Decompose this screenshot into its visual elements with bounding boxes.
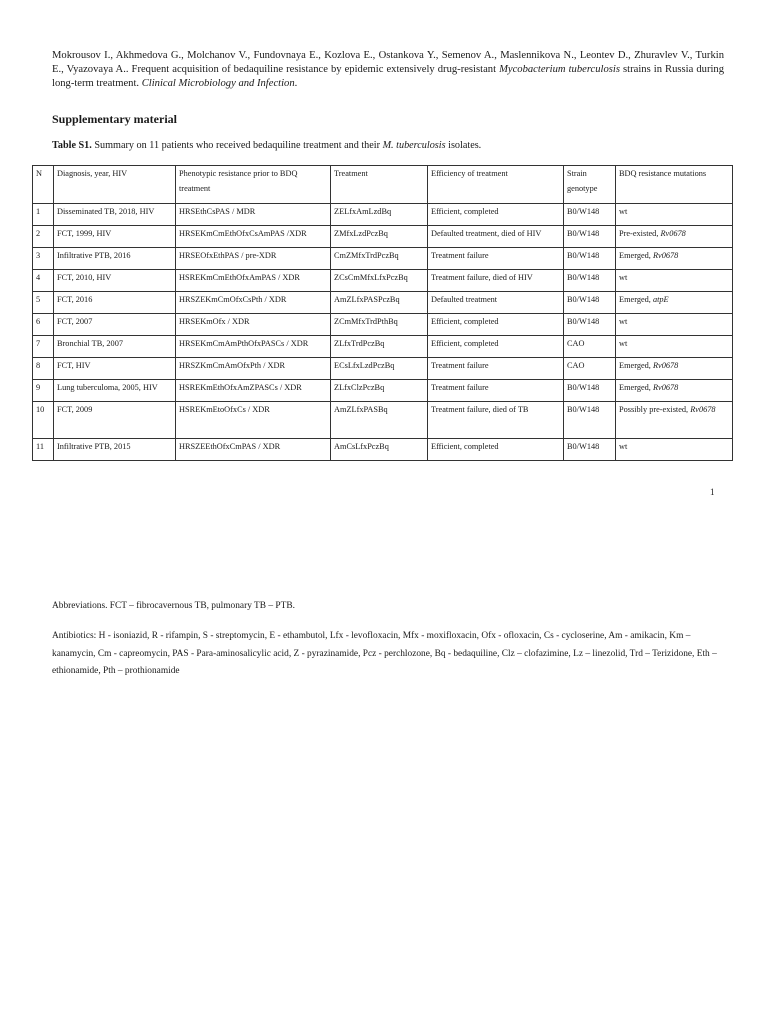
cell-efficiency: Treatment failure, died of TB — [428, 402, 564, 439]
cell-resistance: HRSEthCsPAS / MDR — [176, 204, 331, 226]
cell-efficiency: Efficient, completed — [428, 204, 564, 226]
cell-n: 3 — [33, 248, 54, 270]
table-row — [33, 248, 733, 270]
mutation-gene: Rv0678 — [652, 383, 679, 392]
mutation-text: Possibly pre-existed, — [619, 405, 691, 414]
cell-diagnosis: FCT, 2010, HIV — [54, 270, 176, 292]
cell-efficiency: Defaulted treatment, died of HIV — [428, 226, 564, 248]
cell-resistance: HRSEOfxEthPAS / pre-XDR — [176, 248, 331, 270]
cell-mutations — [616, 314, 733, 336]
header-resistance: Phenotypic resistance prior to BDQ treatment — [176, 166, 331, 204]
mutation-gene: atpE — [652, 295, 669, 304]
header-diagnosis: Diagnosis, year, HIV — [54, 166, 176, 204]
table-row — [33, 226, 733, 248]
table-row — [33, 204, 733, 226]
table-row — [33, 270, 733, 292]
cell-mutations — [616, 402, 733, 439]
cell-genotype: B0/W148 — [564, 204, 616, 226]
cell-genotype: B0/W148 — [564, 314, 616, 336]
cell-treatment: ZCmMfxTrdPthBq — [331, 314, 428, 336]
cell-genotype: CAO — [564, 358, 616, 380]
citation-authors: Mokrousov I., Akhmedova G., Molchanov V., Fundovnaya E., Kozlova E., Ostankova Y., Semenov A., Maslennikova N., Leontev D., Zhuravlev V., Turkin E., Vyazovaya A.. Frequent acquisition of bedaquiline resistance by epidemic extensively drug-resistant — [52, 49, 724, 75]
mutation-text: wt — [619, 273, 628, 282]
cell-genotype: B0/W148 — [564, 226, 616, 248]
cell-treatment: AmZLfxPASPczBq — [331, 292, 428, 314]
cell-efficiency: Efficient, completed — [428, 439, 564, 461]
cell-mutations — [616, 270, 733, 292]
cell-treatment: ZCsCmMfxLfxPczBq — [331, 270, 428, 292]
cell-diagnosis: FCT, 2007 — [54, 314, 176, 336]
cell-n: 1 — [33, 204, 54, 226]
cell-n: 7 — [33, 336, 54, 358]
header-n: N — [33, 166, 54, 204]
table-row — [33, 314, 733, 336]
cell-efficiency: Defaulted treatment — [428, 292, 564, 314]
table-row — [33, 439, 733, 461]
cell-mutations — [616, 204, 733, 226]
page-number: 1 — [710, 487, 715, 497]
cell-efficiency: Efficient, completed — [428, 314, 564, 336]
table-row — [33, 336, 733, 358]
table-header-row — [33, 166, 733, 204]
cell-resistance: HRSZEEthOfxCmPAS / XDR — [176, 439, 331, 461]
cell-resistance: HRSEKmOfx / XDR — [176, 314, 331, 336]
mutation-text: wt — [619, 317, 628, 326]
mutation-text: Emerged, — [619, 295, 653, 304]
cell-n: 10 — [33, 402, 54, 439]
cell-diagnosis: Lung tuberculoma, 2005, HIV — [54, 380, 176, 402]
mutation-text: wt — [619, 207, 628, 216]
cell-n: 11 — [33, 439, 54, 461]
cell-genotype: B0/W148 — [564, 270, 616, 292]
cell-diagnosis: FCT, 2016 — [54, 292, 176, 314]
cell-mutations — [616, 226, 733, 248]
table-body — [33, 204, 733, 461]
mutation-gene: Rv0678 — [652, 361, 679, 370]
table-caption-label: Table S1. — [52, 140, 92, 151]
cell-n: 9 — [33, 380, 54, 402]
cell-diagnosis: Infiltrative PTB, 2016 — [54, 248, 176, 270]
cell-resistance: HSREKmEtoOfxCs / XDR — [176, 402, 331, 439]
mutation-text: Emerged, — [619, 251, 653, 260]
cell-resistance: HSREKmEthOfxAmZPASCs / XDR — [176, 380, 331, 402]
cell-genotype: B0/W148 — [564, 402, 616, 439]
cell-mutations — [616, 439, 733, 461]
mutation-text: Emerged, — [619, 361, 653, 370]
cell-resistance: HSREKmCmEthOfxAmPAS / XDR — [176, 270, 331, 292]
mutation-text: wt — [619, 442, 628, 451]
cell-treatment: ECsLfxLzdPczBq — [331, 358, 428, 380]
cell-diagnosis: Disseminated TB, 2018, HIV — [54, 204, 176, 226]
cell-n: 2 — [33, 226, 54, 248]
cell-diagnosis: FCT, 2009 — [54, 402, 176, 439]
table-row — [33, 402, 733, 439]
cell-mutations — [616, 358, 733, 380]
cell-genotype: B0/W148 — [564, 248, 616, 270]
patients-table — [32, 165, 733, 461]
cell-efficiency: Treatment failure — [428, 380, 564, 402]
cell-genotype: CAO — [564, 336, 616, 358]
cell-genotype: B0/W148 — [564, 380, 616, 402]
cell-diagnosis: Infiltrative PTB, 2015 — [54, 439, 176, 461]
cell-diagnosis: Bronchial TB, 2007 — [54, 336, 176, 358]
mutation-text: Pre-existed, — [619, 229, 661, 238]
cell-efficiency: Efficient, completed — [428, 336, 564, 358]
antibiotics-legend: Antibiotics: H - isoniazid, R - rifampin, S - streptomycin, E - ethambutol, Lfx - levofloxacin, Mfx - moxifloxacin, Ofx - ofloxacin, Cs - cycloserine, Am - amikacin, Km – kanamycin, Cm - capreomycin, PAS - Para-aminosalicylic acid, Z - pyrazinamide, Pcz - perchlozone, Bq - bedaquiline, Clz – clofazimine, Lz – linezolid, Trd – Terizidone, Eth – ethionamide, Pth – prothionamide — [52, 631, 717, 676]
citation-end: . — [294, 78, 298, 90]
cell-resistance: HRSZKmCmAmOfxPth / XDR — [176, 358, 331, 380]
cell-n: 4 — [33, 270, 54, 292]
cell-n: 8 — [33, 358, 54, 380]
cell-resistance: HRSEKmCmEthOfxCsAmPAS /XDR — [176, 226, 331, 248]
cell-mutations — [616, 292, 733, 314]
citation-organism: Mycobacterium tuberculosis — [499, 64, 620, 75]
header-treatment: Treatment — [331, 166, 428, 204]
citation-journal: Clinical Microbiology and Infection — [141, 78, 295, 90]
table-caption-organism: M. tuberculosis — [382, 140, 446, 151]
cell-efficiency: Treatment failure — [428, 358, 564, 380]
cell-resistance: HRSEKmCmAmPthOfxPASCs / XDR — [176, 336, 331, 358]
header-genotype: Strain genotype — [564, 166, 616, 204]
table-row — [33, 292, 733, 314]
cell-treatment: ZLfxClzPczBq — [331, 380, 428, 402]
cell-n: 5 — [33, 292, 54, 314]
cell-diagnosis: FCT, HIV — [54, 358, 176, 380]
cell-efficiency: Treatment failure, died of HIV — [428, 270, 564, 292]
cell-treatment: ZMfxLzdPczBq — [331, 226, 428, 248]
cell-mutations — [616, 380, 733, 402]
supplementary-heading: Supplementary material — [52, 112, 177, 126]
cell-treatment: CmZMfxTrdPczBq — [331, 248, 428, 270]
cell-diagnosis: FCT, 1999, HIV — [54, 226, 176, 248]
cell-n: 6 — [33, 314, 54, 336]
cell-genotype: B0/W148 — [564, 292, 616, 314]
cell-treatment: AmZLfxPASBq — [331, 402, 428, 439]
header-mutations: BDQ resistance mutations — [616, 166, 733, 204]
cell-treatment: ZELfxAmLzdBq — [331, 204, 428, 226]
cell-treatment: ZLfxTrdPczBq — [331, 336, 428, 358]
mutation-gene: Rv0678 — [652, 251, 679, 260]
table-caption — [52, 140, 481, 151]
table-caption-text: Summary on 11 patients who received bedaquiline treatment and their — [91, 140, 383, 151]
cell-efficiency: Treatment failure — [428, 248, 564, 270]
cell-mutations — [616, 336, 733, 358]
cell-mutations — [616, 248, 733, 270]
mutation-gene: Rv0678 — [660, 229, 686, 238]
abbreviations: Abbreviations. FCT – fibrocavernous TB, pulmonary TB – PTB. — [52, 601, 295, 611]
table-row — [33, 358, 733, 380]
mutation-text: Emerged, — [619, 383, 653, 392]
mutation-gene: Rv0678 — [690, 405, 716, 414]
citation — [52, 49, 724, 92]
table-row — [33, 380, 733, 402]
cell-resistance: HRSZEKmCmOfxCsPth / XDR — [176, 292, 331, 314]
header-efficiency: Efficiency of treatment — [428, 166, 564, 204]
mutation-text: wt — [619, 339, 628, 348]
cell-treatment: AmCsLfxPczBq — [331, 439, 428, 461]
table-caption-end: isolates. — [445, 140, 482, 151]
citation-title-end: strains in Russia during long-term treatment. — [52, 64, 725, 90]
cell-genotype: B0/W148 — [564, 439, 616, 461]
